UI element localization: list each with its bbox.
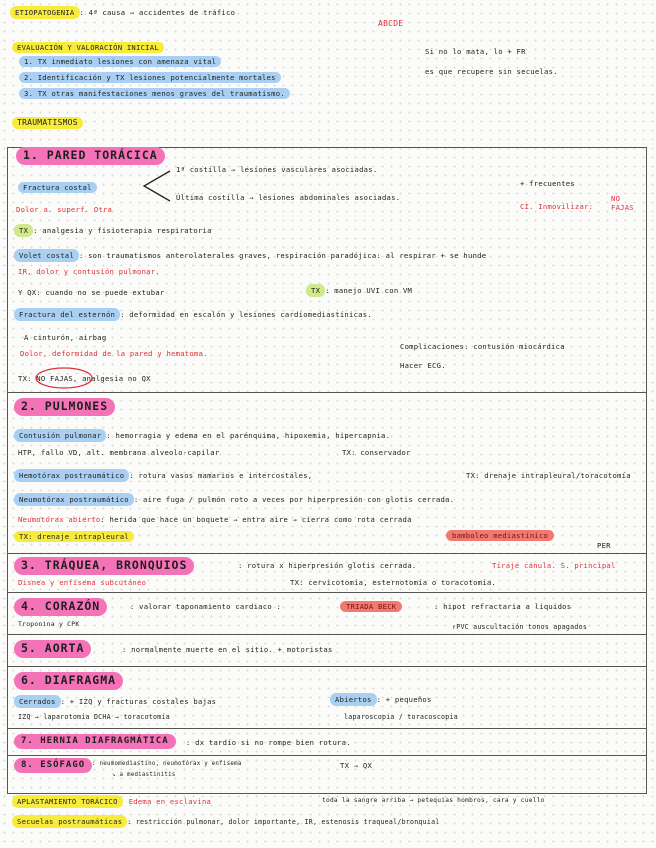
esternon-text: : deformidad en escalón y lesiones cardiomediastínicas. bbox=[120, 310, 372, 319]
triada-text: : hipot refractaria a líquidos bbox=[434, 602, 572, 611]
triada-badge: TRIADA BECK bbox=[340, 601, 402, 612]
traquea-red-right: Tiraje cánula. S. principal bbox=[492, 561, 616, 570]
section-title-esofago: 8. ESÓFAGO bbox=[14, 758, 92, 773]
mediastinitis-note: ↘ a mediastinitis bbox=[112, 772, 176, 778]
side-note-2: es que recupere sin secuelas. bbox=[425, 67, 558, 76]
esternon-label: Fractura del esternón bbox=[14, 308, 120, 321]
volet-label: Volet costal bbox=[14, 249, 79, 262]
traumatismos-title: TRAUMATISMOS bbox=[12, 117, 83, 129]
qx-text: Y QX: cuando no se puede extubar bbox=[18, 288, 165, 297]
section-title-pared: 1. PARED TORÁCICA bbox=[16, 147, 165, 165]
hacer-ecg: Hacer ECG. bbox=[400, 361, 446, 370]
neumo-tx: TX: drenaje intrapleural bbox=[14, 531, 134, 542]
troponina: Troponina y CPK bbox=[18, 620, 80, 628]
cerrados-line bbox=[14, 698, 216, 705]
neumo-text: : aire fuga / pulmón roto a veces por hiperpresión con glotis cerrada. bbox=[133, 495, 455, 504]
etiopatogenia-label: ETIOPATOGENIA bbox=[10, 6, 80, 19]
mas-frecuentes: + frecuentes bbox=[520, 179, 575, 188]
abcde-note: ABCDE bbox=[378, 19, 404, 28]
contusion-label: Contusión pulmonar bbox=[14, 429, 106, 442]
section-title-corazon: 4. CORAZÓN bbox=[14, 598, 107, 616]
cerrados-text: : + IZQ y fracturas costales bajas bbox=[60, 697, 217, 706]
cinturon-note: A cinturón, airbag bbox=[24, 333, 107, 342]
tx2-line bbox=[306, 287, 412, 294]
edema-note: Edema en esclavina bbox=[128, 797, 212, 806]
tpvc: ↑PVC auscultación tonos apagados bbox=[452, 623, 588, 631]
cerrados-label: Cerrados bbox=[14, 695, 61, 708]
no-fajas-note: NO FAJAS bbox=[611, 194, 634, 213]
esternon-line bbox=[14, 311, 372, 318]
tx-line bbox=[14, 227, 212, 234]
branch-1: 1ª costilla → lesiones vasculares asociadas. bbox=[176, 165, 378, 174]
section-title-pulmones: 2. PULMONES bbox=[14, 398, 115, 416]
dolor-red: Dolor a. superf. Otra bbox=[16, 205, 113, 214]
divider bbox=[8, 755, 646, 756]
step-3: 3. TX otras manifestaciones menos graves del traumatismo. bbox=[19, 88, 290, 99]
tx2-text: : manejo UVI con VM bbox=[325, 286, 413, 295]
neumo-abierto-line bbox=[18, 516, 412, 523]
esternon-red: Dolor, deformidad de la pared y hematoma. bbox=[20, 349, 208, 358]
hemotorax-tx: TX: drenaje intrapleural/toracotomía bbox=[466, 471, 631, 480]
esofago-tx: TX → QX bbox=[340, 761, 373, 770]
abiertos-line bbox=[330, 696, 432, 703]
volet-line bbox=[14, 252, 486, 259]
fractura-costal-label: Fractura costal bbox=[18, 182, 97, 193]
neumo-red: Neumotórax abierto bbox=[18, 515, 101, 524]
abiertos-label: Abiertos bbox=[330, 693, 377, 706]
corazon-text: : valorar taponamiento cardiaco : bbox=[130, 602, 282, 611]
section-title-hernia: 7. HERNIA DIAFRAGMÁTICA bbox=[14, 734, 176, 749]
divider bbox=[8, 666, 646, 667]
tx-text: : analgesia y fisioterapia respiratoria bbox=[33, 226, 212, 235]
hemotorax-line bbox=[14, 472, 312, 479]
secuelas-line bbox=[12, 818, 440, 826]
side-note-1: Si no lo mata, lo + FR bbox=[425, 47, 526, 56]
section-title-diafragma: 6. DIAFRAGMA bbox=[14, 672, 123, 690]
branch-2: Última costilla → lesiones abdominales asociadas. bbox=[176, 193, 401, 202]
contusion-line bbox=[14, 432, 390, 439]
aorta-text: : normalmente muerte en el sitio. + motoristas bbox=[122, 645, 333, 654]
branch-bracket bbox=[140, 168, 172, 204]
aplastamiento-label: APLASTAMIENTO TORÁCICO bbox=[12, 795, 123, 808]
hemotorax-label: Hemotórax postraumático bbox=[14, 469, 129, 482]
volet-text: : son traumatismos anterolaterales graves, respiración paradójica: al respirar + se hunde bbox=[78, 251, 487, 260]
neumo-red-text: : herida que hace un boquete → entra aire → cierra como rota cerrada bbox=[100, 515, 412, 524]
secuelas-label: Secuelas postraumáticas bbox=[12, 815, 127, 828]
ci-label: CI. Inmovilizar: bbox=[520, 202, 594, 211]
divider bbox=[8, 392, 646, 393]
esofago-text: : neumomediastino, neumotórax y enfisema bbox=[92, 761, 242, 767]
section-title-traquea: 3. TRÁQUEA, BRONQUIOS bbox=[14, 557, 194, 575]
etiopatogenia-line bbox=[10, 9, 235, 16]
neumo-line bbox=[14, 496, 454, 503]
contusion-text2: HTP, fallo VD, alt. membrana alveolo-capilar bbox=[18, 448, 220, 457]
step-2: 2. Identificación y TX lesiones potencialmente mortales bbox=[19, 72, 281, 83]
aplastamiento-line bbox=[12, 798, 211, 805]
tx-label: TX bbox=[14, 224, 33, 237]
complicaciones: Complicaciones: contusión miocárdica bbox=[400, 342, 565, 351]
contusion-text: : hemorragia y edema en el parénquima, hipoxemia, hipercapnia. bbox=[106, 431, 391, 440]
per-note: PER bbox=[597, 541, 611, 550]
aplastamiento-text: toda la sangre arriba → petequias hombros, cara y cuello bbox=[322, 797, 545, 804]
section-title-aorta: 5. AORTA bbox=[14, 640, 91, 658]
izq-text: IZQ → laparotomía DCHA → toracotomía bbox=[18, 713, 170, 721]
etiopatogenia-text: : 4ª causa → accidentes de tráfico bbox=[79, 8, 236, 17]
divider bbox=[8, 592, 646, 593]
abiertos-sub: laparoscopia / toracoscopia bbox=[344, 713, 458, 721]
tx2-label: TX bbox=[306, 284, 325, 297]
neumo-label: Neumotórax postraumático bbox=[14, 493, 134, 506]
contusion-tx: TX: conservador bbox=[342, 448, 411, 457]
traquea-text: : rotura x hiperpresión glotis cerrada. bbox=[238, 561, 417, 570]
hemotorax-text: : rotura vasos mamarios e intercostales, bbox=[129, 471, 313, 480]
no-fajas-circle bbox=[34, 366, 94, 390]
traquea-red-left: Disnea y enfisema subcutáneo bbox=[18, 578, 147, 587]
divider bbox=[8, 634, 646, 635]
step-1: 1. TX inmediato lesiones con amenaza vital bbox=[19, 56, 221, 67]
divider bbox=[8, 728, 646, 729]
tx3-text: TX: NO FAJAS, analgesia no QX bbox=[18, 374, 151, 383]
divider bbox=[8, 553, 646, 554]
abiertos-text: : + pequeños bbox=[376, 695, 432, 704]
secuelas-text: : restricción pulmonar, dolor importante, IR, estenosis traqueal/bronquial bbox=[127, 818, 440, 826]
evaluacion-title: EVALUACIÓN Y VALORACIÓN INICIAL bbox=[12, 42, 164, 53]
bamboleo-badge: bamboleo mediastínico bbox=[446, 530, 554, 541]
hernia-text: : dx tardío si no rompe bien rotura. bbox=[186, 738, 351, 747]
volet-red: IR, dolor y contusión pulmonar. bbox=[18, 267, 160, 276]
traquea-tx: TX: cervicotomía, esternotomía o toracotomía. bbox=[290, 578, 496, 587]
